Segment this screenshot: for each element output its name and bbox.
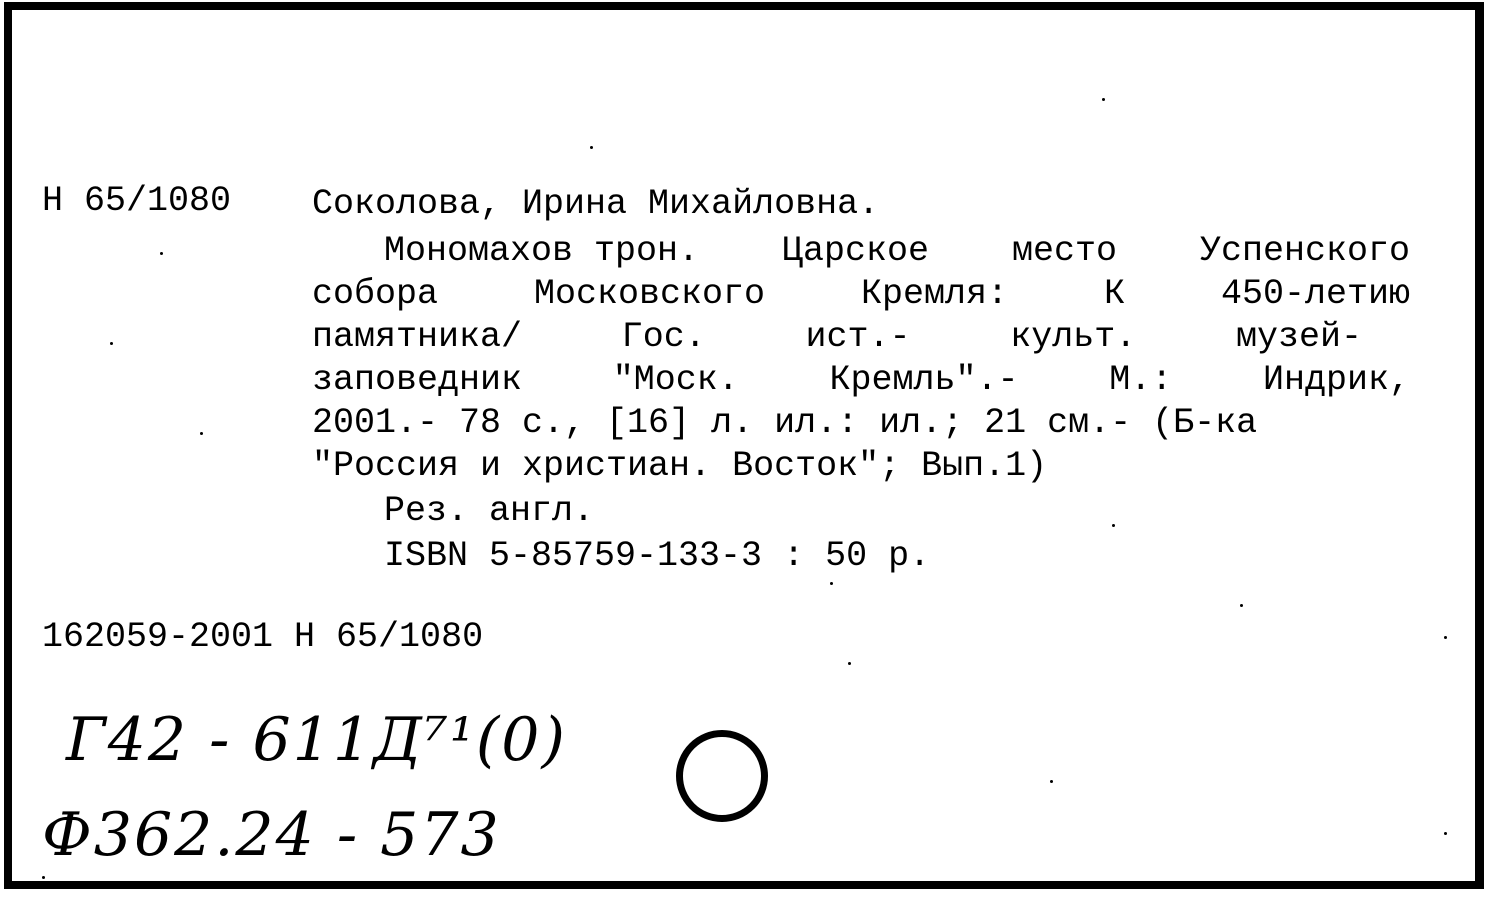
call-number: Н 65/1080 <box>42 181 232 221</box>
description-word: заповедник <box>312 360 523 400</box>
description-word: "Моск. <box>612 360 739 400</box>
description-word: ист.- <box>805 317 911 357</box>
description-word: Индрик, <box>1262 360 1410 400</box>
scan-speck <box>590 146 593 149</box>
description-word: музей- <box>1235 317 1362 357</box>
scan-speck <box>200 432 203 435</box>
scan-speck <box>1444 636 1447 639</box>
description-word: культ. <box>1010 317 1137 357</box>
description-word: Царское <box>782 231 930 271</box>
description-word: собора <box>312 274 439 314</box>
description-word: К <box>1103 274 1125 314</box>
description-line-2 <box>312 273 1410 316</box>
scan-speck <box>160 252 163 255</box>
description-word: памятника/ <box>312 317 523 357</box>
scan-speck <box>1102 98 1105 101</box>
description-word: М.: <box>1109 360 1173 400</box>
description-block <box>312 230 1412 490</box>
scan-speck <box>830 582 833 585</box>
description-line-5: 2001.- 78 с., [16] л. ил.: ил.; 21 см.- (Б-ка <box>312 403 1258 443</box>
stamp-circle <box>676 730 768 822</box>
scan-speck <box>1240 604 1243 607</box>
scan-speck <box>1050 780 1053 783</box>
description-line-3 <box>312 316 1362 359</box>
description-word: место <box>1011 231 1117 271</box>
handwritten-shelfmark: Г42 - 611Д⁷¹(0) <box>66 705 567 775</box>
description-word: Московского <box>533 274 766 314</box>
description-word: Кремль".- <box>829 360 1019 400</box>
isbn-line: ISBN 5-85759-133-3 : 50 р. <box>384 536 931 576</box>
registry-number: 162059-2001 Н 65/1080 <box>42 617 484 657</box>
description-line-1 <box>384 230 1410 273</box>
description-word: Гос. <box>621 317 706 357</box>
handwritten-classification: Ф362.24 - 573 <box>42 800 501 870</box>
description-word: Кремля: <box>860 274 1009 314</box>
scan-speck <box>42 876 45 879</box>
note-line: Рез. англ. <box>384 491 595 531</box>
scan-speck <box>1112 524 1115 527</box>
author-heading: Соколова, Ирина Михайловна. <box>312 184 880 224</box>
description-word: Успенского <box>1199 231 1410 271</box>
scan-speck <box>1444 832 1447 835</box>
scan-speck <box>110 342 113 345</box>
description-word: Мономахов трон. <box>384 231 700 271</box>
scan-speck <box>848 662 851 665</box>
description-line-6: "Россия и христиан. Восток"; Вып.1) <box>312 446 1048 486</box>
description-word: 450-летию <box>1220 274 1410 314</box>
description-line-4 <box>312 359 1410 402</box>
